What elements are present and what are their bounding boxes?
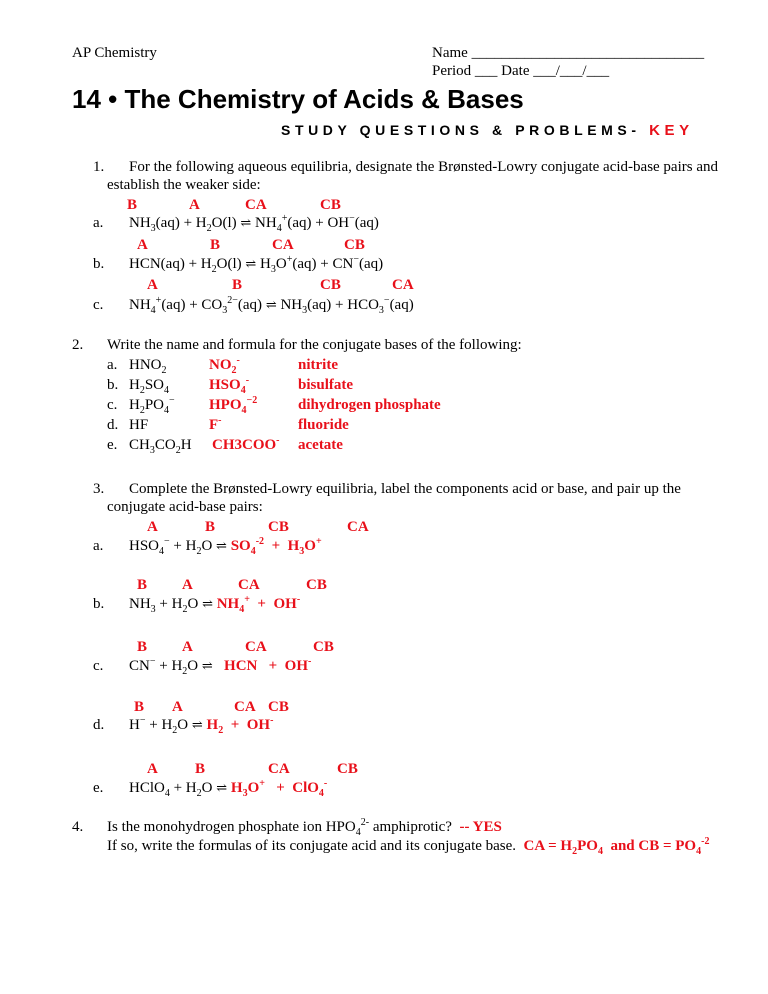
subtitle-main: STUDY QUESTIONS & PROBLEMS- xyxy=(281,122,650,138)
q3a-label-2: B xyxy=(205,519,216,535)
q3c-label-3: CA xyxy=(245,639,267,655)
q1b-letter: b. xyxy=(93,256,105,272)
q1-number: 1. xyxy=(93,159,105,175)
q4-question: Is the monohydrogen phosphate ion $HPO_4^{2-}$ amphiprotic? -- YES xyxy=(107,817,502,838)
q3e-label-2: B xyxy=(195,761,206,777)
q3c-letter: c. xyxy=(93,658,104,674)
q1c-letter: c. xyxy=(93,297,104,313)
q2e-name: acetate xyxy=(298,437,343,453)
q1b-label-4: CB xyxy=(344,237,365,253)
q3d-equation: $H^- + H_2O$ ⇌ $H_2 + OH^-$ xyxy=(129,715,274,736)
q1a-label-1: B xyxy=(127,197,138,213)
page-title: 14 • The Chemistry of Acids & Bases xyxy=(72,84,524,114)
q1c-label-2: B xyxy=(232,277,243,293)
q3d-letter: d. xyxy=(93,717,105,733)
q2c-name: dihydrogen phosphate xyxy=(298,397,441,413)
q1b-label-3: CA xyxy=(272,237,294,253)
q1a-letter: a. xyxy=(93,215,104,231)
q2a-base: $NO_2^-$ xyxy=(209,355,240,376)
q4-line2 xyxy=(107,837,709,855)
q3a-letter: a. xyxy=(93,538,104,554)
q3c-label-2: A xyxy=(182,639,193,655)
q4-answer2: CA = $H_2PO_4$ and CB = $PO_4^{-2}$ xyxy=(523,836,710,857)
q3b-equation: $NH_3 + H_2O$ ⇌ $NH_4^+ + OH^-$ xyxy=(129,594,301,615)
q4-number: 4. xyxy=(72,819,84,835)
q3d-label-4: CB xyxy=(268,699,289,715)
q3e-label-4: CB xyxy=(337,761,358,777)
q3b-label-3: CA xyxy=(238,577,260,593)
q1b-equation: $HCN(aq) + H_2O(l)$ ⇌ $H_3O^+(aq) + CN^-(aq)$ xyxy=(129,254,384,275)
q2e-acid: $CH_3CO_2H$ xyxy=(129,437,192,456)
q2b-acid: $H_2SO_4$ xyxy=(129,377,170,396)
q1a-label-3: CA xyxy=(245,197,267,213)
q3c-label-4: CB xyxy=(313,639,334,655)
subtitle-key: KEY xyxy=(649,122,694,139)
q3a-label-1: A xyxy=(147,519,158,535)
q1a-label-4: CB xyxy=(320,197,341,213)
q2e-base: CH3COO- xyxy=(212,435,280,453)
q1c-label-3: CB xyxy=(320,277,341,293)
q1a-label-2: A xyxy=(189,197,200,213)
q3c-label-1: B xyxy=(137,639,148,655)
q3a-label-3: CB xyxy=(268,519,289,535)
q2c-base: $HPO_4^{-2}$ xyxy=(209,395,258,416)
q2e-letter: e. xyxy=(107,437,118,453)
q3a-equation: $HSO_4^- + H_2O$ ⇌ $SO_4^{-2} + H_3O^+$ xyxy=(129,536,322,557)
q3c-equation: $CN^- + H_2O$ ⇌ HCN + OH- xyxy=(129,656,312,677)
q3e-equation: HClO$_4$ + $H_2O$ ⇌ $H_3O^+ + ClO_4^-$ xyxy=(129,778,328,799)
q2a-acid: $HNO_2$ xyxy=(129,357,167,376)
q2c-letter: c. xyxy=(107,397,118,413)
q2a-name: nitrite xyxy=(298,357,338,373)
q3b-letter: b. xyxy=(93,596,105,612)
q1c-label-4: CA xyxy=(392,277,414,293)
q3-number: 3. xyxy=(93,481,105,497)
q1b-label-2: B xyxy=(210,237,221,253)
q3d-label-2: A xyxy=(172,699,183,715)
q2b-base: $HSO_4^-$ xyxy=(209,375,250,396)
q3e-label-1: A xyxy=(147,761,158,777)
q3-text-line1: Complete the Brønsted-Lowry equilibria, label the components acid or base, and pair up the xyxy=(129,481,681,497)
q1c-equation: $NH_4^+(aq) + CO_3^{2-}(aq)$ ⇌ $NH_3(aq) + HCO_3^-(aq)$ xyxy=(129,295,414,316)
q1-text-line1: For the following aqueous equilibria, designate the Brønsted-Lowry conjugate acid-base pairs and xyxy=(129,159,718,175)
q2b-letter: b. xyxy=(107,377,119,393)
page-subtitle xyxy=(281,121,694,140)
q3b-label-2: A xyxy=(182,577,193,593)
q2d-name: fluoride xyxy=(298,417,349,433)
q2b-name: bisulfate xyxy=(298,377,354,393)
q1a-equation: $NH_3(aq) + H_2O(l)$ ⇌ $NH_4^+(aq) + OH^-(aq)$ xyxy=(129,213,379,234)
q2d-letter: d. xyxy=(107,417,119,433)
q1b-label-1: A xyxy=(137,237,148,253)
q3d-label-1: B xyxy=(134,699,145,715)
q3d-label-3: CA xyxy=(234,699,256,715)
q3b-label-1: B xyxy=(137,577,148,593)
q3e-letter: e. xyxy=(93,780,104,796)
q4-line2-text: If so, write the formulas of its conjugate acid and its conjugate base. xyxy=(107,838,517,854)
q3e-label-3: CA xyxy=(268,761,290,777)
q2d-acid: HF xyxy=(129,417,149,433)
q3-text-line2: conjugate acid-base pairs: xyxy=(107,499,263,515)
q2c-acid: $H_2PO_4^-$ xyxy=(129,395,175,416)
course-name: AP Chemistry xyxy=(72,45,157,61)
q2a-letter: a. xyxy=(107,357,118,373)
q1-text-line2: establish the weaker side: xyxy=(107,177,261,193)
q3a-label-4: CA xyxy=(347,519,369,535)
q1c-label-1: A xyxy=(147,277,158,293)
q3b-label-4: CB xyxy=(306,577,327,593)
period-date-line: Period ___ Date ___/___/___ xyxy=(432,63,610,79)
q2-number: 2. xyxy=(72,337,84,353)
q2d-base: F- xyxy=(209,415,222,433)
q2-text: Write the name and formula for the conjugate bases of the following: xyxy=(107,337,522,353)
q4-answer: -- YES xyxy=(459,819,502,835)
name-line: Name _______________________________ xyxy=(432,45,705,61)
